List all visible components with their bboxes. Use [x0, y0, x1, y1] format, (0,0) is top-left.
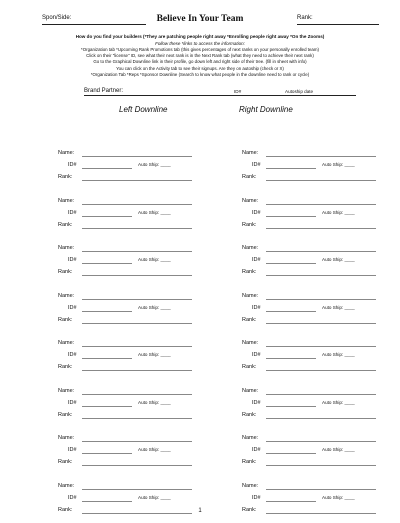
left-downline-entry — [58, 388, 208, 428]
name-label: Name: — [58, 482, 75, 489]
autoship-label: Auto Ship: ____ — [322, 399, 355, 405]
rank-label: Rank: — [58, 459, 73, 465]
name-field-line[interactable] — [266, 346, 376, 347]
rank-field-line[interactable] — [266, 275, 376, 276]
rank-label: Rank: — [242, 364, 257, 370]
name-label: Name: — [242, 435, 259, 441]
name-field-line[interactable] — [266, 441, 376, 442]
autoship-label: Auto Ship: ____ — [322, 352, 355, 357]
instruction-step: Click on their "license" ID, see what their next rank is in the Next Rank tab (what they need to achieve their next rank) — [86, 53, 314, 59]
instruction-step: Go to the Graphical Downline link in their profile, go down left and right side of their tree. (fill in sheet with info) — [93, 59, 307, 65]
left-downline-entry — [58, 245, 208, 285]
right-downline-entry — [242, 388, 392, 428]
id-field-line[interactable] — [82, 263, 132, 264]
id-label: ID# — [252, 352, 261, 358]
name-label: Name: — [242, 245, 259, 251]
autoship-label: Auto Ship: ____ — [138, 162, 171, 167]
rank-line — [297, 24, 379, 25]
instruction-question: How do you find your builders (*They are patching people right away *Enrolling people right away *On the Zooms) — [75, 34, 325, 39]
rank-label: Rank: — [242, 411, 257, 418]
rank-field-line[interactable] — [266, 418, 376, 419]
rank-label: Rank: — [58, 221, 73, 228]
right-downline-entry — [242, 150, 392, 190]
name-field-line[interactable] — [82, 204, 192, 205]
follow-text: Follow these *links to access the information: — [155, 41, 245, 46]
rank-label: Rank: — [242, 174, 257, 180]
brand-partner-label: Brand Partner: — [84, 88, 124, 94]
autoship-label: Auto Ship: ____ — [138, 257, 171, 262]
left-downline-title: Left Downline — [119, 105, 168, 114]
id-label: ID# — [252, 447, 261, 453]
name-label: Name: — [58, 197, 75, 204]
id-field-line[interactable] — [82, 501, 132, 502]
id-field-line[interactable] — [82, 453, 132, 454]
sponsor-side-line — [42, 24, 146, 25]
id-field-line[interactable] — [266, 358, 316, 359]
left-downline-entry — [58, 198, 208, 238]
rank-label: Rank: — [242, 316, 257, 323]
name-field-line[interactable] — [82, 394, 192, 395]
name-label: Name: — [242, 387, 259, 394]
name-field-line[interactable] — [82, 346, 192, 347]
rank-field-line[interactable] — [82, 370, 192, 371]
id-label: ID# — [68, 304, 77, 311]
name-label: Name: — [242, 340, 259, 346]
page-number: 1 — [198, 508, 202, 514]
id-field-line[interactable] — [266, 311, 316, 312]
name-field-line[interactable] — [82, 251, 192, 252]
rank-field-line[interactable] — [266, 465, 376, 466]
rank-label: Rank: — [242, 221, 257, 228]
name-field-line[interactable] — [266, 156, 376, 157]
name-label: Name: — [242, 150, 259, 156]
rank-label: Rank: — [242, 269, 257, 275]
autoship-label: Auto Ship: ____ — [322, 257, 355, 262]
autoship-label: Auto Ship: ____ — [138, 447, 171, 452]
id-field-line[interactable] — [266, 453, 316, 454]
id-label: ID# — [68, 257, 77, 263]
rank-label: Rank: — [58, 506, 73, 513]
name-field-line[interactable] — [266, 204, 376, 205]
brand-partner-line — [84, 95, 356, 96]
rank-label: Rank: — [58, 174, 73, 180]
rank-label: Rank: — [58, 364, 73, 370]
rank-field-line[interactable] — [266, 323, 376, 324]
id-label: ID# — [68, 494, 77, 501]
autoship-label: Auto Ship: ____ — [138, 352, 171, 357]
brand-partner-autoship-label: Autoship date — [285, 89, 314, 94]
left-downline-entry — [58, 293, 208, 333]
id-label: ID# — [68, 399, 77, 406]
name-field-line[interactable] — [266, 394, 376, 395]
id-label: ID# — [68, 162, 77, 168]
rank-field-line[interactable] — [266, 180, 376, 181]
name-field-line[interactable] — [82, 299, 192, 300]
instruction-step: *Organization tab *Upcoming Rank Promotions tab (this gives percentages of next ranks on your personally enrolled team) — [81, 47, 319, 52]
right-downline-entry — [242, 293, 392, 333]
id-field-line[interactable] — [82, 311, 132, 312]
autoship-label: Auto Ship: ____ — [322, 494, 355, 500]
id-field-line[interactable] — [82, 406, 132, 407]
name-label: Name: — [58, 292, 75, 299]
id-field-line[interactable] — [266, 168, 316, 169]
name-field-line[interactable] — [82, 156, 192, 157]
rank-field-line[interactable] — [82, 418, 192, 419]
autoship-label: Auto Ship: ____ — [322, 447, 355, 452]
autoship-label: Auto Ship: ____ — [138, 304, 171, 310]
autoship-label: Auto Ship: ____ — [322, 304, 355, 310]
name-label: Name: — [58, 387, 75, 394]
name-label: Name: — [242, 197, 259, 204]
name-label: Name: — [58, 435, 75, 441]
name-field-line[interactable] — [266, 299, 376, 300]
id-label: ID# — [68, 352, 77, 358]
rank-label: Rank: — [242, 506, 257, 513]
autoship-label: Auto Ship: ____ — [138, 494, 171, 500]
rank-label: Rank: — [58, 269, 73, 275]
id-field-line[interactable] — [82, 216, 132, 217]
rank-label: Rank: — [297, 15, 313, 21]
rank-field-line[interactable] — [266, 370, 376, 371]
left-downline-entry — [58, 340, 208, 380]
name-field-line[interactable] — [82, 489, 192, 490]
rank-label: Rank: — [242, 459, 257, 465]
autoship-label: Auto Ship: ____ — [322, 209, 355, 215]
rank-field-line[interactable] — [266, 228, 376, 229]
instruction-steps — [0, 47, 400, 78]
rank-field-line[interactable] — [82, 465, 192, 466]
left-downline-entry — [58, 150, 208, 190]
name-label: Name: — [242, 292, 259, 299]
name-label: Name: — [58, 150, 75, 156]
right-downline-entry — [242, 340, 392, 380]
rank-label: Rank: — [58, 316, 73, 323]
id-label: ID# — [252, 162, 261, 168]
right-downline-title: Right Downline — [239, 105, 293, 114]
right-downline-entry — [242, 198, 392, 238]
id-field-line[interactable] — [266, 216, 316, 217]
instruction-step: You can click on the Activity tab to see their signups. Are they on autoship (check or X) — [116, 65, 284, 71]
autoship-label: Auto Ship: ____ — [138, 399, 171, 405]
page-title: Believe In Your Team — [156, 14, 244, 24]
rank-field-line[interactable] — [82, 275, 192, 276]
sponsor-side-label: Spon/Side: — [42, 15, 72, 21]
id-field-line[interactable] — [266, 501, 316, 502]
right-downline-entry — [242, 245, 392, 285]
id-label: ID# — [252, 494, 261, 501]
right-downline-entry — [242, 435, 392, 475]
autoship-label: Auto Ship: ____ — [138, 209, 171, 215]
rank-field-line[interactable] — [82, 180, 192, 181]
autoship-label: Auto Ship: ____ — [322, 162, 355, 167]
id-label: ID# — [68, 209, 77, 216]
name-label: Name: — [58, 245, 75, 251]
id-field-line[interactable] — [266, 406, 316, 407]
left-downline-entry — [58, 435, 208, 475]
id-field-line[interactable] — [266, 263, 316, 264]
name-label: Name: — [58, 340, 75, 346]
name-field-line[interactable] — [82, 441, 192, 442]
name-label: Name: — [242, 482, 259, 489]
id-field-line[interactable] — [82, 168, 132, 169]
left-downline-entry — [58, 483, 208, 523]
name-field-line[interactable] — [266, 489, 376, 490]
rank-field-line[interactable] — [82, 228, 192, 229]
id-label: ID# — [252, 209, 261, 216]
id-label: ID# — [252, 257, 261, 263]
rank-label: Rank: — [58, 411, 73, 418]
id-field-line[interactable] — [82, 358, 132, 359]
rank-field-line[interactable] — [82, 323, 192, 324]
id-label: ID# — [68, 447, 77, 453]
id-label: ID# — [252, 399, 261, 406]
right-downline-entry — [242, 483, 392, 523]
brand-partner-id-label: ID# — [234, 89, 242, 94]
name-field-line[interactable] — [266, 251, 376, 252]
instruction-step: *Organization Tab *Reps *Sponsor Downline (Search to know what people in the downline need to rank or cycle) — [90, 71, 310, 77]
id-label: ID# — [252, 304, 261, 311]
